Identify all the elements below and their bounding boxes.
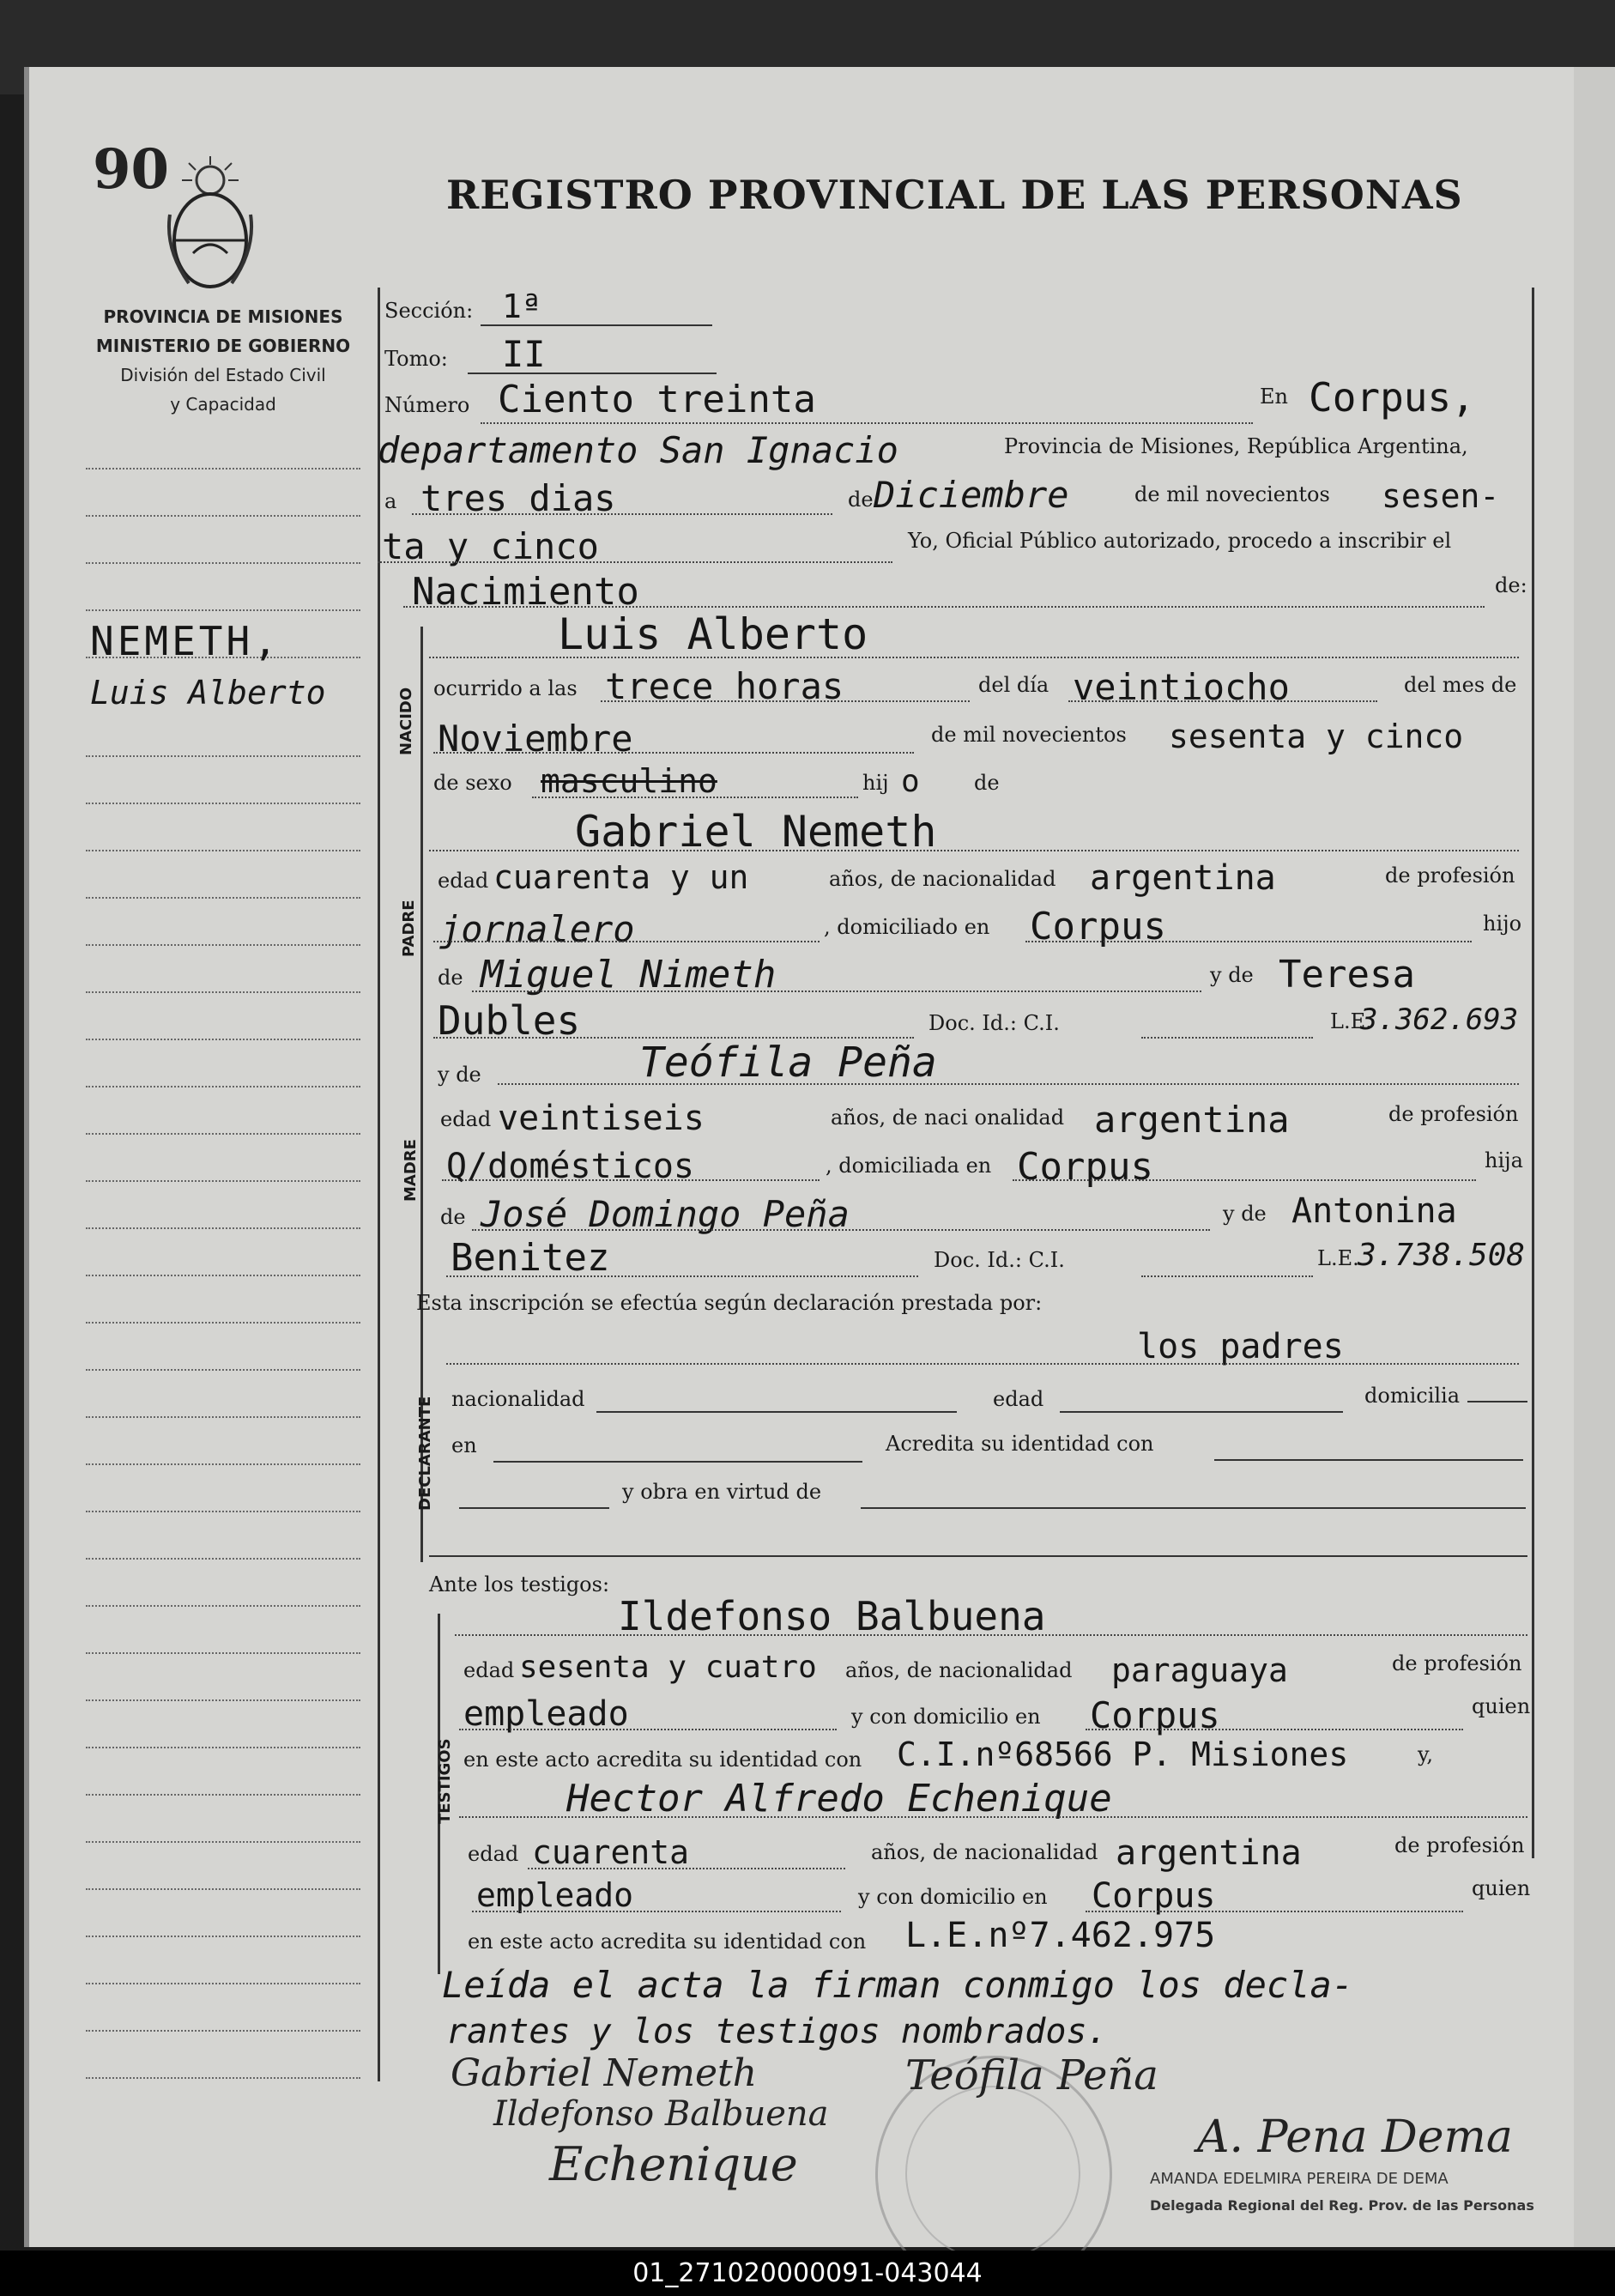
signature-mother: Teófila Peña	[905, 2051, 1158, 2099]
t2-nac: argentina	[1116, 1833, 1302, 1873]
t2-dom: Corpus	[1092, 1876, 1216, 1916]
sexo-value: masculino	[541, 762, 717, 800]
madre-yde2-label: y de	[1223, 1202, 1267, 1226]
madre-padre-de: José Domingo Peña	[481, 1193, 850, 1235]
closing-line-1: Leída el acta la firman conmigo los decla-	[442, 1964, 1354, 2006]
mil-label: de mil novecientos	[1134, 482, 1330, 506]
seccion-label: Sección:	[384, 299, 474, 323]
anio-a-value: sesen-	[1382, 477, 1500, 515]
nacido-nombre: Luis Alberto	[558, 609, 868, 659]
t1-nombre: Ildefonso Balbuena	[618, 1593, 1046, 1639]
madre-edad-label: edad	[440, 1107, 492, 1131]
padre-edad-label: edad	[438, 869, 489, 893]
t2-prof: empleado	[476, 1876, 634, 1914]
left-frame-line	[378, 288, 380, 2081]
declarante-quien: los padres	[1137, 1327, 1344, 1366]
nacido-mil-label: de mil novecientos	[931, 723, 1127, 747]
t1-quien-label: quien	[1472, 1694, 1531, 1718]
declarante-dom-label: domicilia	[1364, 1384, 1461, 1408]
declarante-nac-label: nacionalidad	[451, 1387, 585, 1411]
padre-nac-label: años, de nacionalidad	[829, 867, 1056, 891]
page-number: 90	[93, 137, 170, 202]
madre-nombre: Teófila Peña	[639, 1039, 937, 1087]
coat-of-arms-icon	[163, 154, 257, 292]
t1-y-label: y,	[1418, 1742, 1433, 1766]
t1-edad-label: edad	[463, 1658, 515, 1682]
t2-edad-label: edad	[468, 1842, 519, 1866]
padre-padre-de: Miguel Nimeth	[481, 953, 777, 997]
padre-madre-de-b: Dubles	[438, 997, 581, 1044]
institution-province: PROVINCIA DE MISIONES	[103, 306, 343, 327]
dia-value: veintiocho	[1073, 666, 1290, 708]
margin-surname: NEMETH,	[90, 618, 281, 664]
provincia-text: Provincia de Misiones, República Argentina,	[1004, 434, 1468, 458]
de-label: de	[848, 488, 874, 512]
margin-given-names: Luis Alberto	[90, 674, 326, 712]
padre-le-label: L.E.	[1330, 1009, 1372, 1033]
hora-value: trece horas	[605, 665, 844, 707]
facing-page-edge	[1574, 67, 1615, 2247]
dia-label: del día	[978, 673, 1049, 697]
right-frame-line	[1532, 288, 1534, 1858]
sexo-label: de sexo	[433, 771, 512, 795]
nacido-anio: sesenta y cinco	[1169, 718, 1464, 755]
madre-doc-label: Doc. Id.: C.I.	[934, 1248, 1065, 1272]
t2-edad: cuarenta	[532, 1833, 690, 1871]
numero-value: Ciento treinta	[498, 378, 816, 421]
tomo-label: Tomo:	[384, 347, 448, 371]
padre-de-label: de	[438, 966, 463, 990]
madre-de-label: de	[440, 1205, 466, 1229]
signature-witness-1: Ildefonso Balbuena	[493, 2094, 829, 2134]
tomo-value: II	[502, 333, 546, 375]
departamento-value: departamento San Ignacio	[378, 429, 898, 471]
institution-capacity: y Capacidad	[170, 394, 276, 415]
officer-name: AMANDA EDELMIRA PEREIRA DE DEMA	[1150, 2170, 1449, 2188]
signature-witness-2: Echenique	[549, 2137, 798, 2191]
t1-id-label: en este acto acredita su identidad con	[463, 1748, 862, 1772]
madre-hija-label: hija	[1485, 1148, 1523, 1172]
t2-quien-label: quien	[1472, 1876, 1531, 1900]
signature-officer: A. Pena Dema	[1197, 2111, 1513, 2163]
acto-value: Nacimiento	[412, 570, 639, 614]
nacido-mes: Noviembre	[438, 718, 633, 760]
localidad-value: Corpus,	[1309, 374, 1475, 421]
t1-edad: sesenta y cuatro	[519, 1650, 817, 1685]
section-testigos: TESTIGOS	[436, 1738, 454, 1824]
padre-prof-label: de profesión	[1385, 863, 1515, 888]
hijo-label: hij	[862, 771, 889, 795]
declarante-edad-label: edad	[993, 1387, 1044, 1411]
t1-prof: empleado	[463, 1694, 629, 1734]
signature-father: Gabriel Nemeth	[451, 2051, 758, 2095]
institution-block	[69, 302, 378, 419]
t1-prof-label: de profesión	[1392, 1651, 1522, 1675]
madre-nacionalidad: argentina	[1094, 1099, 1290, 1141]
closing-line-2: rantes y los testigos nombrados.	[446, 2012, 1108, 2051]
padre-yde-label: y de	[1210, 963, 1254, 987]
nacido-de-label: de	[974, 771, 1000, 795]
madre-madre-de-a: Antonina	[1291, 1191, 1457, 1231]
declarante-virtud-label: y obra en virtud de	[622, 1480, 822, 1504]
institution-division: División del Estado Civil	[120, 365, 326, 385]
numero-label: Número	[384, 393, 470, 417]
dias-value: tres dias	[420, 477, 616, 519]
t2-dom-label: y con domicilio en	[858, 1885, 1048, 1909]
declarante-en-label: en	[451, 1433, 477, 1457]
t1-id: C.I.nº68566 P. Misiones	[897, 1736, 1349, 1773]
declarante-acredita-label: Acredita su identidad con	[886, 1432, 1154, 1456]
madre-yde-label: y de	[438, 1063, 481, 1087]
testigos-intro: Ante los testigos:	[429, 1572, 610, 1596]
padre-le: 3.362.693	[1360, 1003, 1519, 1037]
padre-nacionalidad: argentina	[1090, 858, 1276, 898]
padre-doc-label: Doc. Id.: C.I.	[928, 1011, 1060, 1035]
madre-nac-label: años, de naci onalidad	[831, 1106, 1065, 1130]
declarante-intro: Esta inscripción se efectúa según declaración prestada por:	[416, 1291, 1043, 1315]
t1-dom-label: y con domicilio en	[851, 1705, 1041, 1729]
padre-domicilio: Corpus	[1030, 905, 1166, 948]
padre-profesion: jornalero	[439, 908, 635, 950]
official-stamp-inner-icon	[905, 2086, 1080, 2261]
t1-dom: Corpus	[1090, 1694, 1220, 1736]
t2-nombre: Hector Alfredo Echenique	[566, 1777, 1112, 1820]
t2-id-label: en este acto acredita su identidad con	[468, 1929, 867, 1954]
de-colon-label: de:	[1495, 573, 1527, 597]
madre-dom-label: , domiciliada en	[826, 1154, 992, 1178]
madre-le: 3.738.508	[1358, 1238, 1526, 1273]
t2-id: L.E.nº7.462.975	[905, 1916, 1216, 1955]
madre-prof-label: de profesión	[1388, 1102, 1519, 1126]
section-declarante: DECLARANTE	[416, 1396, 434, 1511]
t2-nac-label: años, de nacionalidad	[871, 1840, 1098, 1864]
hijo-suffix: o	[901, 764, 920, 799]
madre-domicilio: Corpus	[1017, 1145, 1153, 1189]
t1-nac: paraguaya	[1111, 1651, 1288, 1689]
padre-dom-label: , domiciliado en	[824, 915, 990, 939]
padre-madre-de-a: Teresa	[1279, 953, 1415, 997]
officer-role: Delegada Regional del Reg. Prov. de las Personas	[1150, 2197, 1534, 2214]
mes-label: del mes de	[1404, 673, 1517, 697]
en-label: En	[1260, 385, 1288, 409]
padre-edad: cuarenta y un	[493, 858, 749, 896]
mes-value: Diciembre	[874, 474, 1069, 516]
ocurrido-label: ocurrido a las	[433, 676, 578, 700]
anio-b-value: ta y cinco	[382, 525, 599, 567]
oficial-text: Yo, Oficial Público autorizado, procedo a inscribir el	[908, 529, 1452, 553]
t2-prof-label: de profesión	[1394, 1833, 1525, 1857]
section-madre: MADRE	[402, 1139, 420, 1202]
madre-madre-de-b: Benitez	[451, 1236, 610, 1280]
padre-hijo-label: hijo	[1483, 912, 1522, 936]
madre-le-label: L.E.	[1317, 1246, 1359, 1270]
section-nacido: NACIDO	[397, 687, 415, 755]
madre-profesion: Q/domésticos	[446, 1147, 694, 1186]
section-padre: PADRE	[400, 900, 418, 957]
document-title: REGISTRO PROVINCIAL DE LAS PERSONAS	[446, 172, 1463, 218]
padre-nombre: Gabriel Nemeth	[575, 807, 937, 857]
seccion-value: 1ª	[502, 288, 541, 325]
institution-ministry: MINISTERIO DE GOBIERNO	[95, 336, 351, 356]
a-label: a	[384, 489, 397, 513]
madre-edad: veintiseis	[498, 1099, 705, 1138]
t1-nac-label: años, de nacionalidad	[845, 1658, 1073, 1682]
image-identifier: 01_271020000091-043044	[0, 2251, 1615, 2296]
